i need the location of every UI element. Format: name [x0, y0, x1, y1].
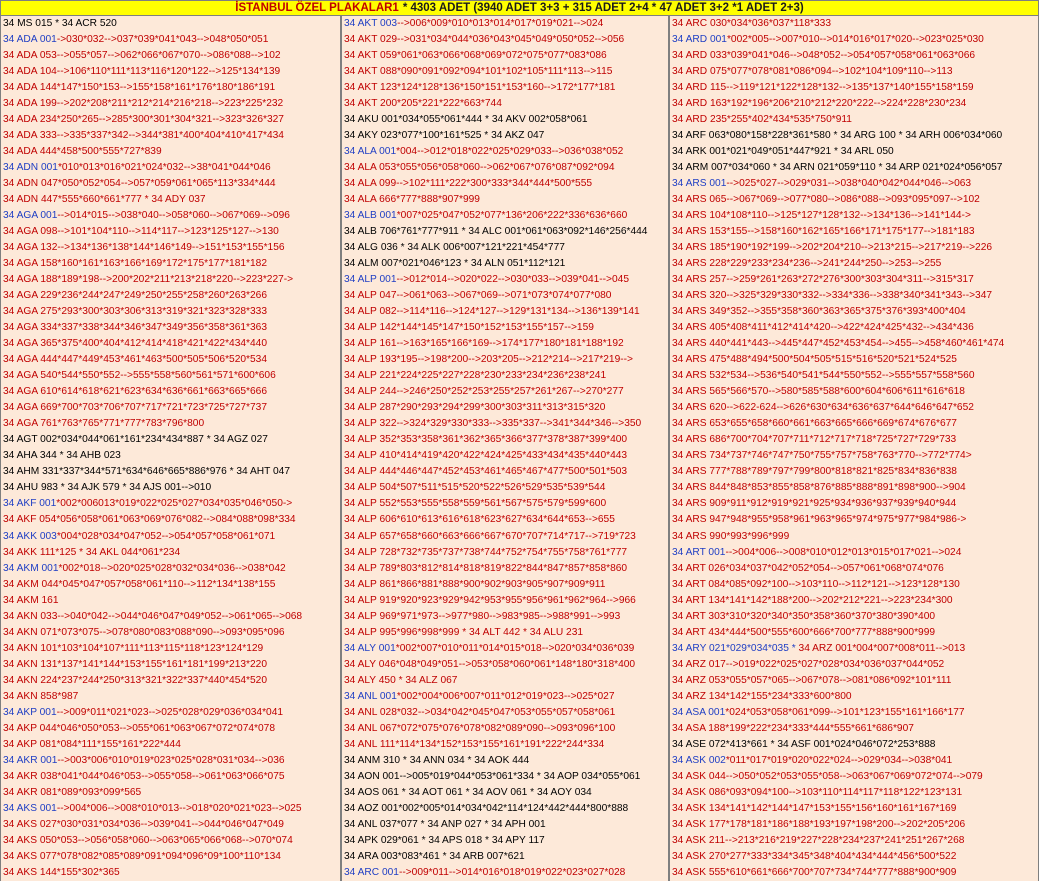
plate-numbers: -->009*011*021*023-->025*028*029*036*034*041: [56, 706, 284, 718]
plate-row: 34 ALP 969*971*973-->977*980-->983*985-->988*991-->993: [344, 610, 621, 622]
plate-series-start: 34 ALB 001: [344, 210, 397, 222]
plate-row: [342, 641, 668, 657]
plate-row: 34 ALA 099-->102*111*222*300*333*344*444*500*555: [344, 178, 593, 190]
plate-series-start: 34 AKF 001: [3, 498, 57, 510]
plate-numbers: -->014*015-->038*040-->058*060-->067*069-->096: [57, 210, 290, 222]
plate-row: 34 ARS 104*108*110-->125*127*128*132-->134*136-->141*144->: [672, 210, 971, 222]
plate-row: 34 ASE 072*413*661 * 34 ASF 001*024*046*072*253*888: [672, 738, 936, 750]
plate-series-start: 34 ARY 021*029*034*035 *: [672, 642, 799, 654]
plate-row: 34 AKR 038*041*044*046*053-->055*058-->061*063*066*075: [3, 770, 285, 782]
plate-row: 34 ARS 990*993*996*999: [672, 530, 790, 542]
plate-row: 34 ADA 234*250*265-->285*300*301*304*321-->323*326*327: [3, 114, 284, 126]
plate-row: 34 ADA 053-->055*057-->062*066*067*070-->086*088-->102: [3, 50, 281, 62]
plate-row: 34 AKS 050*053-->056*058*060-->063*065*066*068-->070*074: [3, 834, 293, 846]
plate-row: 34 AGA 188*189*198-->200*202*211*213*218*220-->223*227->: [3, 274, 294, 286]
plate-row: 34 ALP 606*610*613*616*618*623*627*634*644*653-->655: [344, 514, 615, 526]
plate-row: [342, 144, 668, 160]
plate-numbers: -->025*027-->029*031-->038*040*042*044*046-->063: [726, 178, 972, 190]
plate-row: 34 ANL 111*114*134*152*153*155*161*191*222*244*334: [344, 738, 605, 750]
plate-numbers: *024*053*058*061*099-->101*123*155*161*166*177: [725, 706, 965, 718]
plate-row: 34 ART 084*085*092*100-->103*110-->112*121-->123*128*130: [672, 578, 960, 590]
plate-series-start: 34 ARD 001: [672, 34, 727, 46]
plate-series-start: 34 ASK 002: [672, 754, 726, 766]
plate-row: [1, 561, 340, 577]
plate-row: 34 ARZ 017-->019*022*025*027*028*034*036*037*044*052: [672, 658, 945, 670]
plate-row: [1, 801, 340, 817]
plate-row: 34 AOS 061 * 34 AOT 061 * 34 AOV 061 * 34 AOY 034: [344, 786, 592, 798]
plate-row: 34 ALP 082-->114*116-->124*127-->129*131*134-->136*139*141: [344, 306, 640, 318]
plate-numbers: *002*007*010*011*014*015*018-->020*034*036*039: [395, 642, 635, 654]
plate-row: 34 AKF 054*056*058*061*063*069*076*082-->084*088*098*334: [3, 514, 296, 526]
plate-row: 34 ALP 728*732*735*737*738*744*752*754*755*758*761*777: [344, 546, 628, 558]
plate-row: 34 AKS 144*155*302*365: [3, 866, 120, 878]
plate-numbers: -->004*006-->008*010*013-->018*020*021*023-->025: [56, 802, 302, 814]
plate-row: 34 ARS 065-->067*069-->077*080-->086*088-->093*095*097-->102: [672, 194, 980, 206]
plate-series-start: 34 ALY 001: [344, 642, 396, 654]
plate-row: 34 AHM 331*337*344*571*634*646*665*886*976 * 34 AHT 047: [3, 466, 291, 478]
plate-row: [670, 32, 1038, 48]
plate-row: 34 ASK 086*093*094*100-->103*110*114*117*118*122*123*131: [672, 786, 963, 798]
plate-row: 34 ALB 706*761*777*911 * 34 ALC 001*061*063*092*146*256*444: [344, 226, 648, 238]
plate-column-1: [0, 16, 341, 881]
plate-row: 34 ALG 036 * 34 ALK 006*007*121*221*454*777: [344, 242, 565, 254]
plate-row: 34 ALP 142*144*145*147*150*152*153*155*157-->159: [344, 322, 594, 334]
plate-row: 34 AGA 761*763*765*771*777*783*796*800: [3, 418, 205, 430]
plate-row: 34 AKM 044*045*047*057*058*061*110-->112*134*138*155: [3, 578, 276, 590]
plate-row: 34 ARD 235*255*402*434*535*750*911: [672, 114, 852, 126]
plate-row: 34 ANL 067*072*075*076*078*082*089*090-->093*096*100: [344, 722, 616, 734]
plate-row: 34 ARS 405*408*411*412*414*420-->422*424*425*432-->434*436: [672, 322, 974, 334]
plate-row: 34 ARS 320-->325*329*330*332-->334*336-->338*340*341*343-->347: [672, 290, 993, 302]
plate-row: 34 ARS 734*737*746*747*750*755*757*758*763*770-->772*774>: [672, 450, 972, 462]
plate-row: 34 AKT 123*124*128*136*150*151*153*160-->172*177*181: [344, 82, 616, 94]
plate-numbers: -->004*006-->008*010*012*013*015*017*021-->024: [725, 546, 962, 558]
plate-row: 34 AKS 077*078*082*085*089*091*094*096*09*100*110*134: [3, 850, 281, 862]
plate-row: 34 AKK 111*125 * 34 AKL 044*061*234: [3, 546, 181, 558]
plate-row: 34 ALP 161-->163*165*166*169-->174*177*180*181*188*192: [344, 338, 624, 350]
plate-row: 34 ALP 552*553*555*558*559*561*567*575*579*599*600: [344, 498, 607, 510]
plate-series-start: 34 ASA 001: [672, 706, 726, 718]
plate-row: 34 AGA 275*293*300*303*306*313*319*321*323*328*333: [3, 306, 267, 318]
plate-row: 34 AKP 081*084*111*155*161*222*444: [3, 738, 181, 750]
plate-series-start: 34 ALA 001: [344, 146, 397, 158]
plate-series-start: 34 ARC 001: [344, 866, 399, 878]
plate-row: 34 AKN 033-->040*042-->044*046*047*049*052-->061*065-->068: [3, 610, 303, 622]
plate-row: 34 AGT 002*034*044*061*161*234*434*887 * 34 AGZ 027: [3, 434, 268, 446]
plate-row: 34 AHA 344 * 34 AHB 023: [3, 450, 121, 462]
plate-row: 34 AKT 059*061*063*066*068*069*072*075*077*083*086: [344, 50, 607, 62]
plate-row: 34 ALP 919*920*923*929*942*953*955*956*961*962*964-->966: [344, 594, 636, 606]
plate-row: 34 AKT 029-->031*034*044*036*043*045*049*050*052-->056: [344, 34, 625, 46]
plate-row: 34 ARS 777*788*789*797*799*800*818*821*825*834*836*838: [672, 466, 957, 478]
plate-row: 34 ANL 028*032-->034*042*045*047*053*055*057*058*061: [344, 706, 616, 718]
plate-series-start: 34 ARS 001: [672, 178, 727, 190]
plate-series-start: 34 AKM 001: [3, 562, 59, 574]
plate-row: [1, 160, 340, 176]
plate-series-start: 34 ADA 001: [3, 34, 57, 46]
plate-numbers: *007*025*047*052*077*136*206*222*336*636*660: [396, 210, 628, 222]
plate-series-start: 34 AKP 001: [3, 706, 57, 718]
plate-numbers: *004*028*034*047*052-->054*057*058*061*071: [56, 530, 276, 542]
plate-row: 34 ALP 322-->324*329*330*333-->335*337-->341*344*346-->350: [344, 418, 642, 430]
plate-row: 34 ASK 177*178*181*186*188*193*197*198*200-->202*205*206: [672, 818, 966, 830]
plate-row: 34 AKT 200*205*221*222*663*744: [344, 98, 502, 110]
plate-row: 34 ADN 047*050*052*054-->057*059*061*065*113*334*444: [3, 178, 276, 190]
plate-row: 34 AKN 224*237*244*250*313*321*322*337*440*454*520: [3, 674, 267, 686]
plate-row: 34 ADA 144*147*150*153-->155*158*161*176*180*186*191: [3, 82, 276, 94]
plate-row: 34 ALP 244-->246*250*252*253*255*257*261*267-->270*277: [344, 386, 624, 398]
plate-row: 34 ARD 033*039*041*046-->048*052-->054*057*058*061*063*066: [672, 50, 976, 62]
plate-row: [1, 705, 340, 721]
plate-row: 34 ALA 666*777*888*907*999: [344, 194, 480, 206]
plate-row: 34 AKN 131*137*141*144*153*155*161*181*199*213*220: [3, 658, 267, 670]
plate-row: 34 ARD 075*077*078*081*086*094-->102*104*109*110-->113: [672, 66, 953, 78]
plate-row: 34 ARC 030*034*036*037*118*333: [672, 18, 831, 29]
plate-numbers: *010*013*016*021*024*032-->38*041*044*046: [57, 162, 271, 174]
plate-row: 34 ARA 003*083*461 * 34 ARB 007*621: [344, 850, 525, 862]
plate-row: 34 AGA 132-->134*136*138*144*146*149-->151*153*155*156: [3, 242, 285, 254]
plate-row: 34 ALM 007*021*046*123 * 34 ALN 051*112*121: [344, 258, 566, 270]
plate-row: 34 ARM 007*034*060 * 34 ARN 021*059*110 * 34 ARP 021*024*056*057: [672, 162, 1003, 174]
plate-numbers: -->009*011-->014*016*018*019*022*023*027*028: [398, 866, 626, 878]
plate-row: [670, 753, 1038, 769]
plate-row: [1, 529, 340, 545]
header-banner: [0, 0, 1039, 16]
plate-row: 34 ADA 104-->106*110*111*113*116*120*122-->125*134*139: [3, 66, 281, 78]
plate-row: 34 ALY 450 * 34 ALZ 067: [344, 674, 458, 686]
plate-row: 34 AGA 098-->101*104*110-->114*117-->123*125*127-->130: [3, 226, 279, 238]
plate-row: 34 ARD 115-->119*121*122*128*132-->135*137*140*155*158*159: [672, 82, 974, 94]
plate-row: 34 AKN 071*073*075-->078*080*083*088*090-->093*095*096: [3, 626, 285, 638]
plate-row: 34 ARS 228*229*233*234*236-->241*244*250-->253-->255: [672, 258, 942, 270]
plate-numbers: *002*005-->007*010-->014*016*017*020-->023*025*030: [726, 34, 984, 46]
plate-row: 34 ADA 444*458*500*555*727*839: [3, 146, 162, 158]
plate-row: 34 AHU 983 * 34 AJK 579 * 34 AJS 001-->010: [3, 482, 212, 494]
plate-row: 34 ALP 193*195-->198*200-->203*205-->212*214-->217*219-->: [344, 354, 633, 366]
plate-row: 34 ARS 440*441*443-->445*447*452*453*454-->455-->458*460*461*474: [672, 338, 1005, 350]
plate-series-start: 34 ANL 001: [344, 690, 397, 702]
plate-numbers: -->003*006*010*019*023*025*028*031*034-->036: [57, 754, 285, 766]
plate-row: 34 ALP 287*290*293*294*299*300*303*311*313*315*320: [344, 402, 606, 414]
plate-row: 34 ARS 185*190*192*199-->202*204*210-->213*215-->217*219-->226: [672, 242, 993, 254]
plate-row: 34 AKT 088*090*091*092*094*101*102*105*111*113-->115: [344, 66, 613, 78]
plate-row: 34 ARS 947*948*955*958*961*963*965*974*975*977*984*986->: [672, 514, 967, 526]
plate-row: [1, 32, 340, 48]
plate-row: 34 ASK 270*277*333*334*345*348*404*434*444*456*500*522: [672, 850, 957, 862]
plate-row: 34 ARS 686*700*704*707*711*712*717*718*725*727*729*733: [672, 434, 957, 446]
plate-row: 34 AKM 161: [3, 594, 59, 606]
plate-row: 34 ARS 653*655*658*660*661*663*665*666*669*674*676*677: [672, 418, 957, 430]
plate-row: [670, 641, 1038, 657]
plate-row: 34 ASK 134*141*142*144*147*153*155*156*160*161*167*169: [672, 802, 957, 814]
plate-row: 34 AKN 858*987: [3, 690, 79, 702]
plate-row: 34 AGA 158*160*161*163*166*169*172*175*177*181*182: [3, 258, 267, 270]
plate-row: 34 ALP 444*446*447*452*453*461*465*467*477*500*501*503: [344, 466, 628, 478]
plate-row: 34 AGA 334*337*338*344*346*347*349*356*358*361*363: [3, 322, 267, 334]
plate-row: 34 AGA 610*614*618*621*623*634*636*661*663*665*666: [3, 386, 267, 398]
plate-row: 34 ANL 037*077 * 34 ANP 027 * 34 APH 001: [344, 818, 546, 830]
plate-row: 34 ALY 046*048*049*051-->053*058*060*061*148*180*318*400: [344, 658, 636, 670]
plate-row: 34 AKY 023*077*100*161*525 * 34 AKZ 047: [344, 130, 545, 142]
plate-numbers: 34 ARZ 001*004*007*008*011-->013: [798, 642, 966, 654]
plate-row: [342, 208, 668, 224]
plate-row: [342, 865, 668, 881]
plate-row: 34 MS 015 * 34 ACR 520: [3, 18, 117, 29]
plate-row: 34 ALP 352*353*358*361*362*365*366*377*378*387*399*400: [344, 434, 628, 446]
plate-row: 34 ARS 257-->259*261*263*272*276*300*303*304*311-->315*317: [672, 274, 974, 286]
plate-row: 34 AGA 229*236*244*247*249*250*255*258*260*263*266: [3, 290, 267, 302]
plate-row: 34 ARS 153*155-->158*160*162*165*166*171*175*177-->181*183: [672, 226, 975, 238]
plate-row: 34 ARF 063*080*158*228*361*580 * 34 ARG 100 * 34 ARH 006*034*060: [672, 130, 1003, 142]
plate-row: 34 AGA 365*375*400*404*412*414*418*421*422*434*440: [3, 338, 267, 350]
plate-row: [1, 753, 340, 769]
plate-row: 34 ARD 163*192*196*206*210*212*220*222-->224*228*230*234: [672, 98, 967, 110]
plate-series-start: 34 AKR 001: [3, 754, 58, 766]
plate-row: [342, 689, 668, 705]
plate-numbers: -->012*014-->020*022-->030*033-->039*041-->045: [396, 274, 630, 286]
plate-row: 34 ANM 310 * 34 ANN 034 * 34 AOK 444: [344, 754, 530, 766]
header-summary: * 4303 ADET (3940 ADET 3+3 + 315 ADET 2+4 * 47 ADET 3+2 *1 ADET 2+3): [402, 2, 804, 14]
plate-row: 34 AKR 081*089*093*099*565: [3, 786, 142, 798]
plate-series-start: 34 AKS 001: [3, 802, 57, 814]
header-title: İSTANBUL ÖZEL PLAKALAR1: [235, 2, 399, 14]
plate-row: 34 ASA 188*199*222*234*333*444*555*661*686*907: [672, 722, 914, 734]
plate-row: 34 AKU 001*034*055*061*444 * 34 AKV 002*058*061: [344, 114, 588, 126]
plate-numbers: *011*017*019*020*022*024-->029*034-->038*041: [725, 754, 953, 766]
plate-row: 34 ARS 844*848*853*855*858*876*885*888*891*898*900-->904: [672, 482, 966, 494]
plate-row: 34 AGA 540*544*550*552-->555*558*560*561*571*600*606: [3, 370, 276, 382]
plate-series-start: 34 AGA 001: [3, 210, 58, 222]
plate-series-start: 34 ADN 001: [3, 162, 58, 174]
plate-row: [342, 272, 668, 288]
plate-series-start: 34 ALP 001: [344, 274, 397, 286]
plate-numbers: ->030*032-->037*039*041*043-->048*050*051: [56, 34, 269, 46]
plate-row: 34 APK 029*061 * 34 APS 018 * 34 APY 117: [344, 834, 545, 846]
plate-row: 34 ALP 995*996*998*999 * 34 ALT 442 * 34 ALU 231: [344, 626, 584, 638]
plate-row: 34 AGA 444*447*449*453*461*463*500*505*506*520*534: [3, 354, 267, 366]
plate-row: 34 AOZ 001*002*005*014*034*042*114*124*442*444*800*888: [344, 802, 629, 814]
plate-row: 34 ADA 199-->202*208*211*212*214*216*218-->223*225*232: [3, 98, 284, 110]
plate-row: 34 ASK 044-->050*052*053*055*058-->063*067*069*072*074-->079: [672, 770, 983, 782]
plate-row: 34 AON 001-->005*019*044*053*061*334 * 34 AOP 034*055*061: [344, 770, 641, 782]
plate-row: [670, 545, 1038, 561]
plate-row: [1, 496, 340, 512]
plate-row: 34 ARK 001*021*049*051*447*921 * 34 ARL 050: [672, 146, 894, 158]
plate-row: 34 ARS 475*488*494*500*504*505*515*516*520*521*524*525: [672, 354, 957, 366]
plate-row: 34 ART 026*034*037*042*052*054-->057*061*068*074*076: [672, 562, 944, 574]
plate-row: 34 ARZ 053*055*057*065-->067*078-->081*086*092*101*111: [672, 674, 952, 686]
plate-row: 34 ARS 620-->622-624-->626*630*634*636*637*644*646*647*652: [672, 402, 974, 414]
plate-series-start: 34 AKK 003: [3, 530, 57, 542]
plate-row: 34 ARS 349*352-->355*358*360*363*365*375*376*393*400*404: [672, 306, 966, 318]
plate-row: 34 ALP 047-->061*063-->067*069-->071*073*074*077*080: [344, 290, 612, 302]
plate-row: 34 ALP 504*507*511*515*520*522*526*529*535*539*544: [344, 482, 606, 494]
plate-series-start: 34 ART 001: [672, 546, 726, 558]
plate-series-start: 34 AKT 003: [344, 18, 398, 29]
plate-row: 34 ASK 211-->213*216*219*227*228*234*237*241*251*267*268: [672, 834, 965, 846]
plate-row: 34 ART 134*141*142*188*200-->202*212*221-->223*234*300: [672, 594, 953, 606]
plate-row: 34 ALP 861*866*881*888*900*902*903*905*907*909*911: [344, 578, 606, 590]
plate-row: 34 ALP 657*658*660*663*666*667*670*707*714*717-->719*723: [344, 530, 636, 542]
plate-row: 34 ADN 447*555*660*661*777 * 34 ADY 037: [3, 194, 206, 206]
plate-column-3: [669, 16, 1039, 881]
plate-row: 34 ADA 333-->335*337*342-->344*381*400*404*410*417*434: [3, 130, 284, 142]
plate-row: [670, 705, 1038, 721]
plate-row: 34 ALP 789*803*812*814*818*819*822*844*847*857*858*860: [344, 562, 628, 574]
plate-row: 34 ART 434*444*500*555*600*666*700*777*888*900*999: [672, 626, 936, 638]
plate-row: 34 ARS 909*911*912*919*921*925*934*936*937*939*940*944: [672, 498, 957, 510]
plate-row: 34 ALA 053*055*056*058*060-->062*067*076*087*092*094: [344, 162, 615, 174]
plate-numbers: *002*006013*019*022*025*027*034*035*046*050->: [56, 498, 293, 510]
plate-numbers: -->006*009*010*013*014*017*019*021-->024: [397, 18, 604, 29]
plate-row: 34 AKS 027*030*031*034*036-->039*041-->044*046*047*049: [3, 818, 284, 830]
plate-row: [1, 208, 340, 224]
plate-numbers: *004-->012*018*022*025*029*033-->036*038*052: [396, 146, 624, 158]
plate-numbers: *002*004*006*007*011*012*019*023-->025*027: [396, 690, 615, 702]
plate-row: [670, 176, 1038, 192]
plate-row: 34 AKP 044*046*050*053-->055*061*063*067*072*074*078: [3, 722, 276, 734]
plate-row: 34 ALP 410*414*419*420*422*424*425*433*434*435*440*443: [344, 450, 628, 462]
plate-row: 34 ASK 555*610*661*666*700*707*734*744*777*888*900*909: [672, 866, 957, 878]
plate-row: 34 ARS 565*566*570-->580*585*588*600*604*606*611*616*618: [672, 386, 965, 398]
plate-row: 34 AGA 669*700*703*706*707*717*721*723*725*727*737: [3, 402, 267, 414]
plate-row: [342, 16, 668, 32]
plate-row: 34 ARZ 134*142*155*234*333*600*800: [672, 690, 852, 702]
plate-row: 34 ART 303*310*320*340*350*358*360*370*380*390*400: [672, 610, 936, 622]
plate-row: 34 AKN 101*103*104*107*111*113*115*118*123*124*129: [3, 642, 264, 654]
plate-row: 34 ALP 221*224*225*227*228*230*233*234*236*238*241: [344, 370, 607, 382]
plate-row: 34 ARS 532*534-->536*540*541*544*550*552-->555*557*558*560: [672, 370, 975, 382]
plate-column-2: [341, 16, 669, 881]
plate-numbers: *002*018-->020*025*028*032*034*036-->038*042: [58, 562, 286, 574]
